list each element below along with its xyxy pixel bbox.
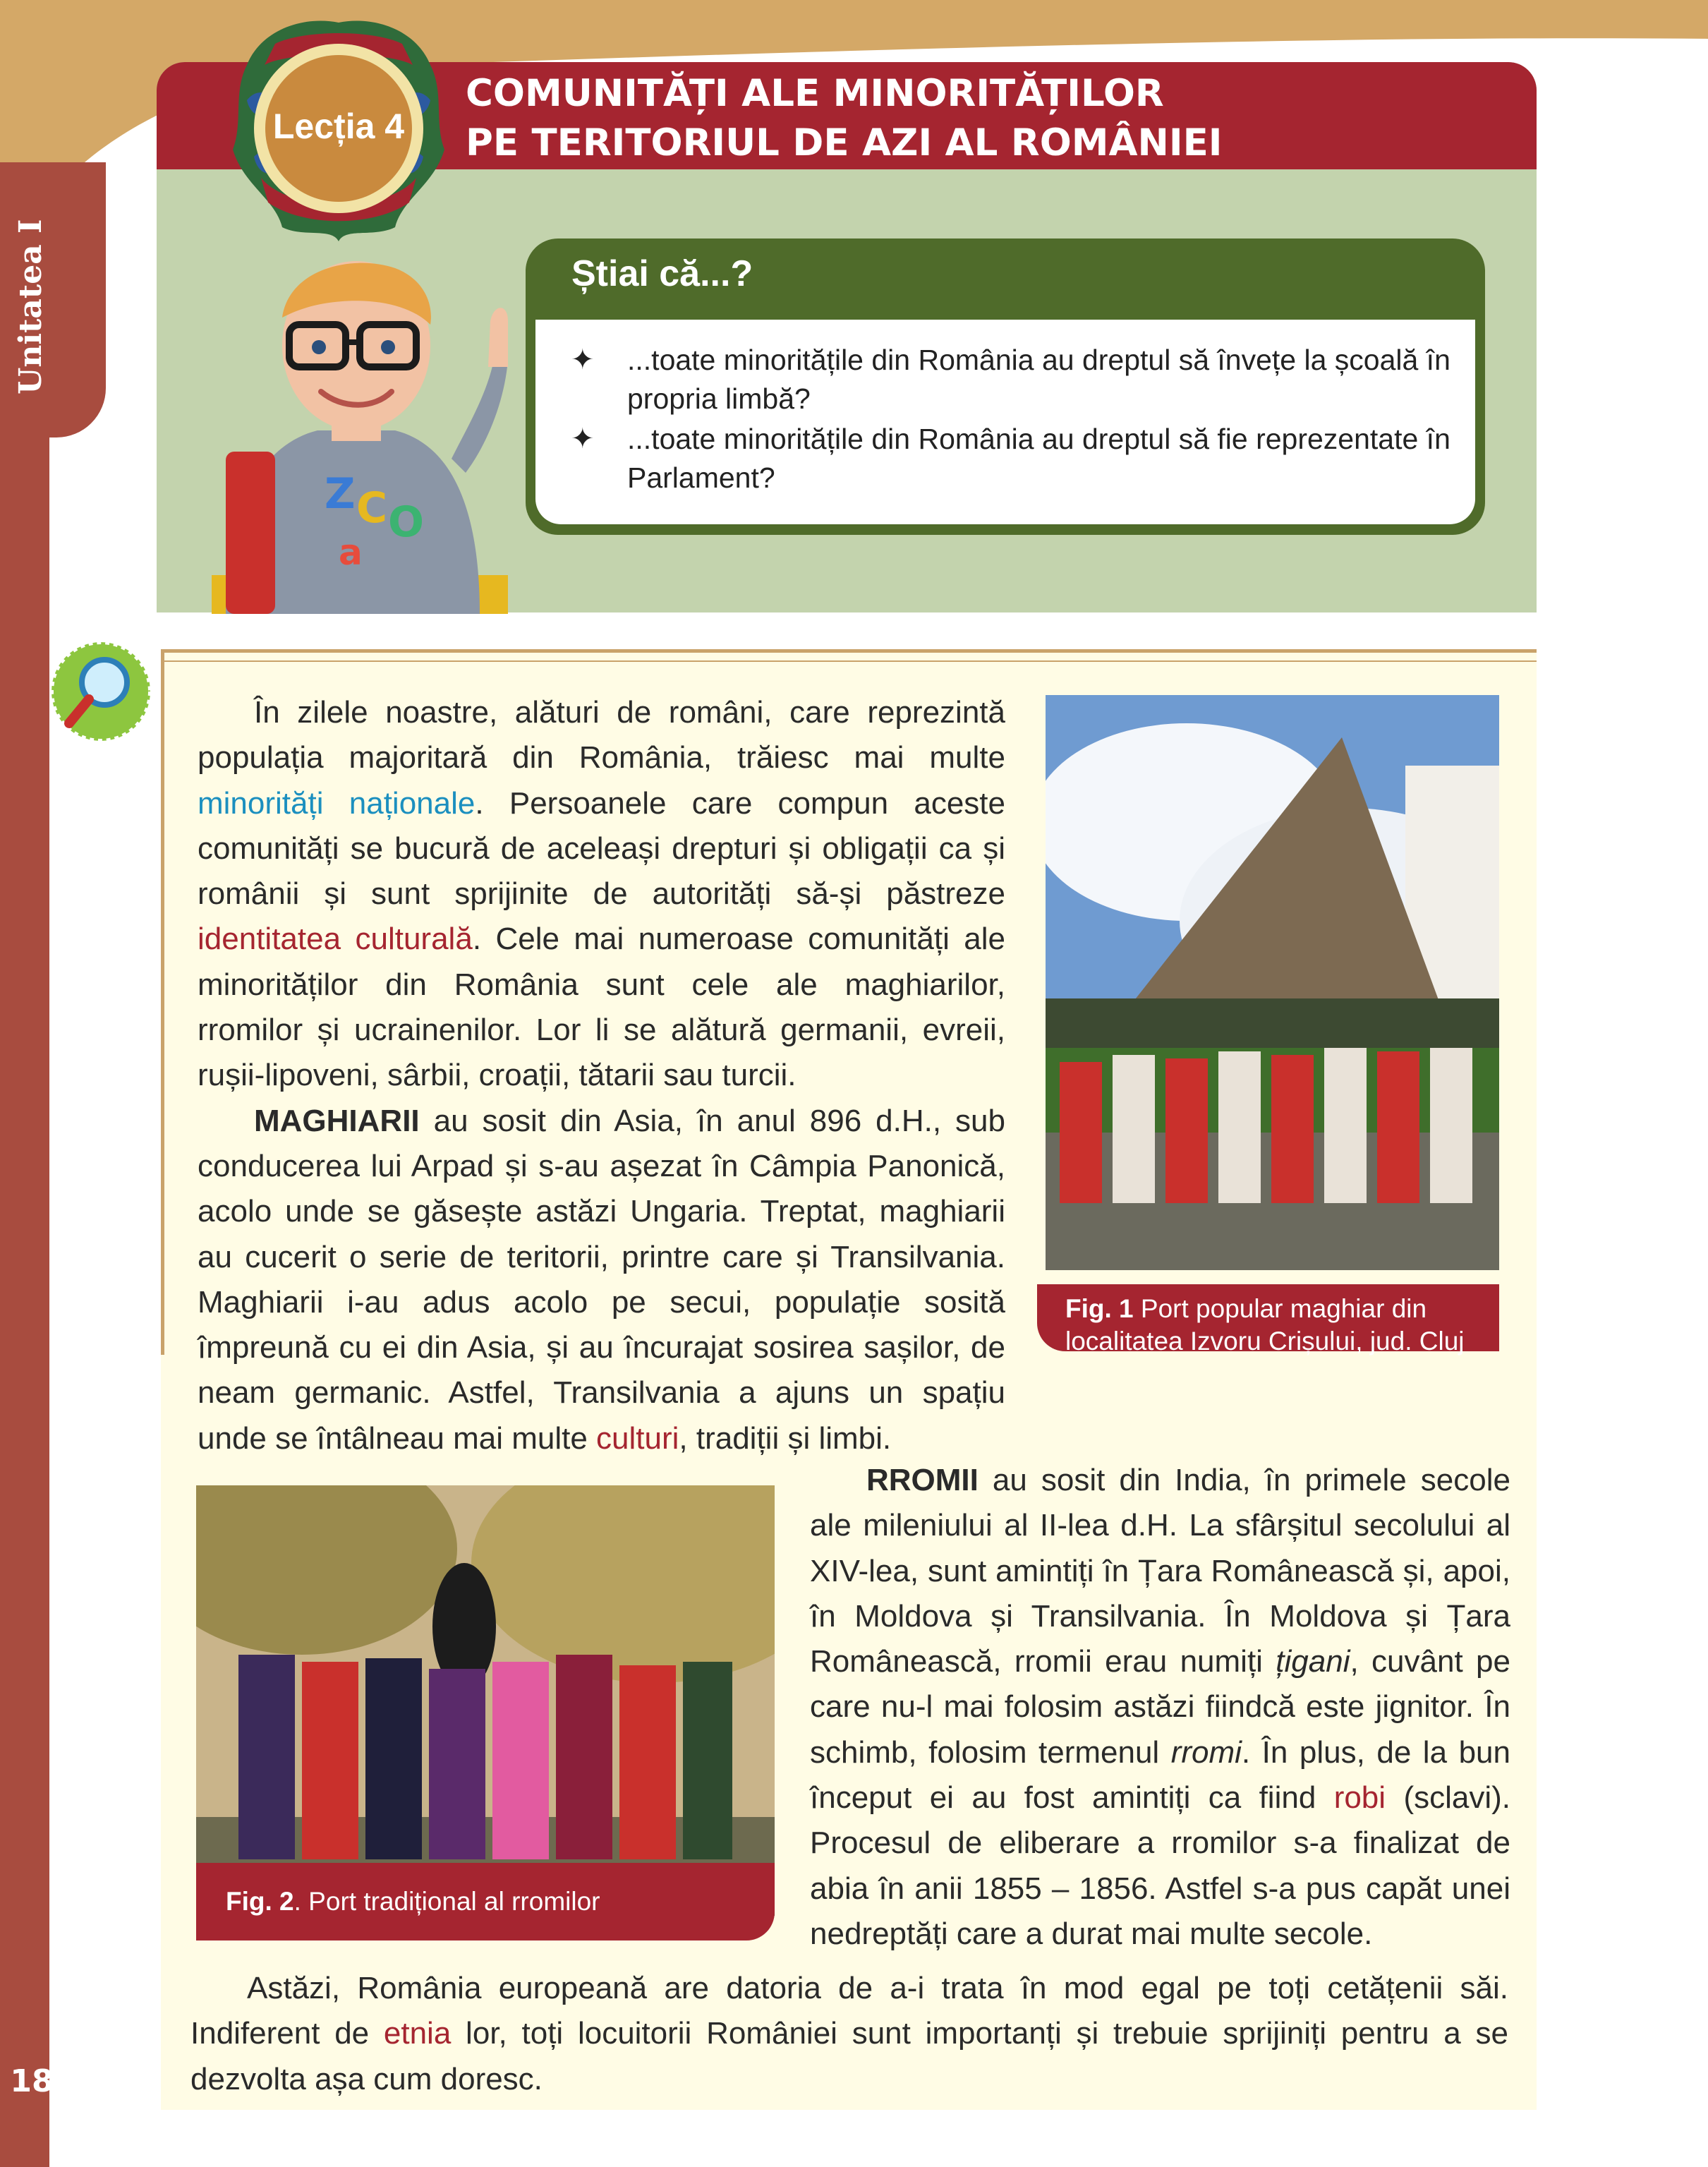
glossary-term-link[interactable]: robi: [1333, 1780, 1386, 1816]
glossary-term-link[interactable]: etnia: [383, 2016, 452, 2051]
unit-label: Unitatea I: [13, 219, 49, 395]
roma-traditional-costume-photo: [196, 1485, 775, 1916]
figure-1-caption-text: Port popular maghiar din localitatea Izvoru Crișului, jud. Cluj: [1065, 1294, 1465, 1356]
page-number: 18: [10, 2063, 54, 2099]
figure-2-caption: [196, 1863, 775, 1940]
text-run: au sosit din Asia, în anul 896 d.H., sub conducerea lui Arpad și s-au așezat în Câmpia Panonică, acolo unde se găsește astăzi Ungaria. Treptat, maghiarii au cucerit o serie de teritorii, printre care și Transilvania. Maghiarii i-au adus acolo pe secui, populație sosită împreună cu ei din Asia, și au încurajat sosirea sașilor, de neam germanic. Astfel, Transilvania a ajuns un spațiu unde se întâlneau mai multe: [198, 1103, 1005, 1456]
text-run: . Persoanele care compun aceste comunități se bucură de aceleași drepturi și obligații ca și românii și sunt sprijinite de autorități să-și păstreze: [198, 785, 1005, 912]
boy-illustration: [212, 254, 508, 614]
magnifier-icon: [48, 639, 154, 744]
text-run: În zilele noastre, alături de români, care reprezintă populația majoritară din România, trăiesc mai multe: [198, 695, 1005, 775]
did-you-know-body: [535, 320, 1475, 524]
svg-text:O: O: [388, 497, 425, 547]
paragraph-conclusion: [190, 1966, 1508, 2102]
paragraph-rromii: [810, 1458, 1510, 1957]
paragraph-maghiarii: [198, 1099, 1005, 1461]
text-full-width: [190, 1966, 1508, 2102]
figure-1-caption: [1037, 1284, 1499, 1356]
lesson-title: [466, 69, 1510, 168]
text-run: Astăzi, România europeană are datoria de a-i trata în mod egal pe toți cetățenii săi. Indiferent de: [190, 1971, 1508, 2051]
star-bullet-icon: ✦: [571, 344, 595, 375]
content-top-rule: [161, 649, 1537, 653]
text-run-italic: rromi: [1170, 1734, 1242, 1770]
content-top-rule-thin: [161, 660, 1537, 662]
text-run: (sclavi). Procesul de eliberare a rromilor s-a finalizat de abia în anii 1855 – 1856. Astfel s-a pus capăt unei nedreptăți care a durat mai multe secole.: [810, 1780, 1510, 1951]
svg-text:Z: Z: [325, 469, 356, 519]
svg-text:C: C: [356, 483, 388, 533]
text-run-bold: MAGHIARII: [254, 1103, 420, 1138]
text-run-bold: RROMII: [866, 1463, 979, 1497]
fact-text: ...toate minoritățile din România au dreptul să învețe la școală în propria limbă?: [627, 344, 1450, 415]
hungarian-folk-costume-photo: [1046, 695, 1499, 1270]
figure-1-photo: [1046, 695, 1499, 1270]
text-column-right: [810, 1458, 1510, 1957]
lesson-badge-label: Lecția 4: [272, 107, 405, 146]
lesson-title-line2: PE TERITORIUL DE AZI AL ROMÂNIEI: [466, 121, 1223, 164]
figure-2-photo: [196, 1485, 775, 1916]
text-column-left: [198, 690, 1005, 1461]
text-run: , cuvânt pe care nu-l mai folosim astăzi fiindcă este jignitor. În schimb, folosim termenul: [810, 1644, 1510, 1770]
paragraph-intro: [198, 690, 1005, 1099]
figure-2-caption-text: . Port tradițional al rromilor: [293, 1887, 600, 1916]
text-run: . Cele mai numeroase comunități ale minorităților din România sunt cele ale maghiarilor, rromilor și ucrainenilor. Lor li se alătură germanii, evreii, rușii-lipoveni, sârbii, croații, tătarii sau turcii.: [198, 922, 1005, 1093]
left-sidebar-band: [0, 162, 49, 2167]
glossary-term-link[interactable]: identitatea culturală: [198, 922, 473, 957]
star-bullet-icon: ✦: [571, 423, 595, 454]
svg-text:a: a: [339, 532, 363, 573]
glossary-term-link[interactable]: culturi: [596, 1420, 679, 1456]
did-you-know-box: [526, 239, 1485, 535]
text-run: au sosit din India, în primele secole ale mileniului al II-lea d.H. La sfârșitul secolului al XIV-lea, sunt amintiți în Țara Românească și, apoi, în Moldova și Transilvania. În Moldova și Țara Românească, rromii erau numiți: [810, 1463, 1510, 1679]
text-run-italic: țigani: [1276, 1644, 1350, 1679]
text-run: , tradiții și limbi.: [679, 1420, 892, 1456]
fact-text: ...toate minoritățile din România au dreptul să fie reprezentate în Parlament?: [627, 423, 1450, 494]
did-you-know-title: Știai că...?: [571, 253, 753, 294]
lesson-title-line1: COMUNITĂȚI ALE MINORITĂȚILOR: [466, 72, 1164, 115]
text-run: lor, toți locuitorii României sunt importanți și trebuie sprijiniți pentru a se dezvolta așa cum doresc.: [190, 2016, 1508, 2096]
figure-1-label: Fig. 1: [1065, 1294, 1134, 1323]
text-run: . În plus, de la bun început ei au fost amintiți ca fiind: [810, 1734, 1510, 1816]
figure-2-label: Fig. 2: [226, 1887, 294, 1916]
glossary-term-link[interactable]: minorități naționale: [198, 785, 476, 821]
content-left-rule: [161, 649, 164, 1355]
